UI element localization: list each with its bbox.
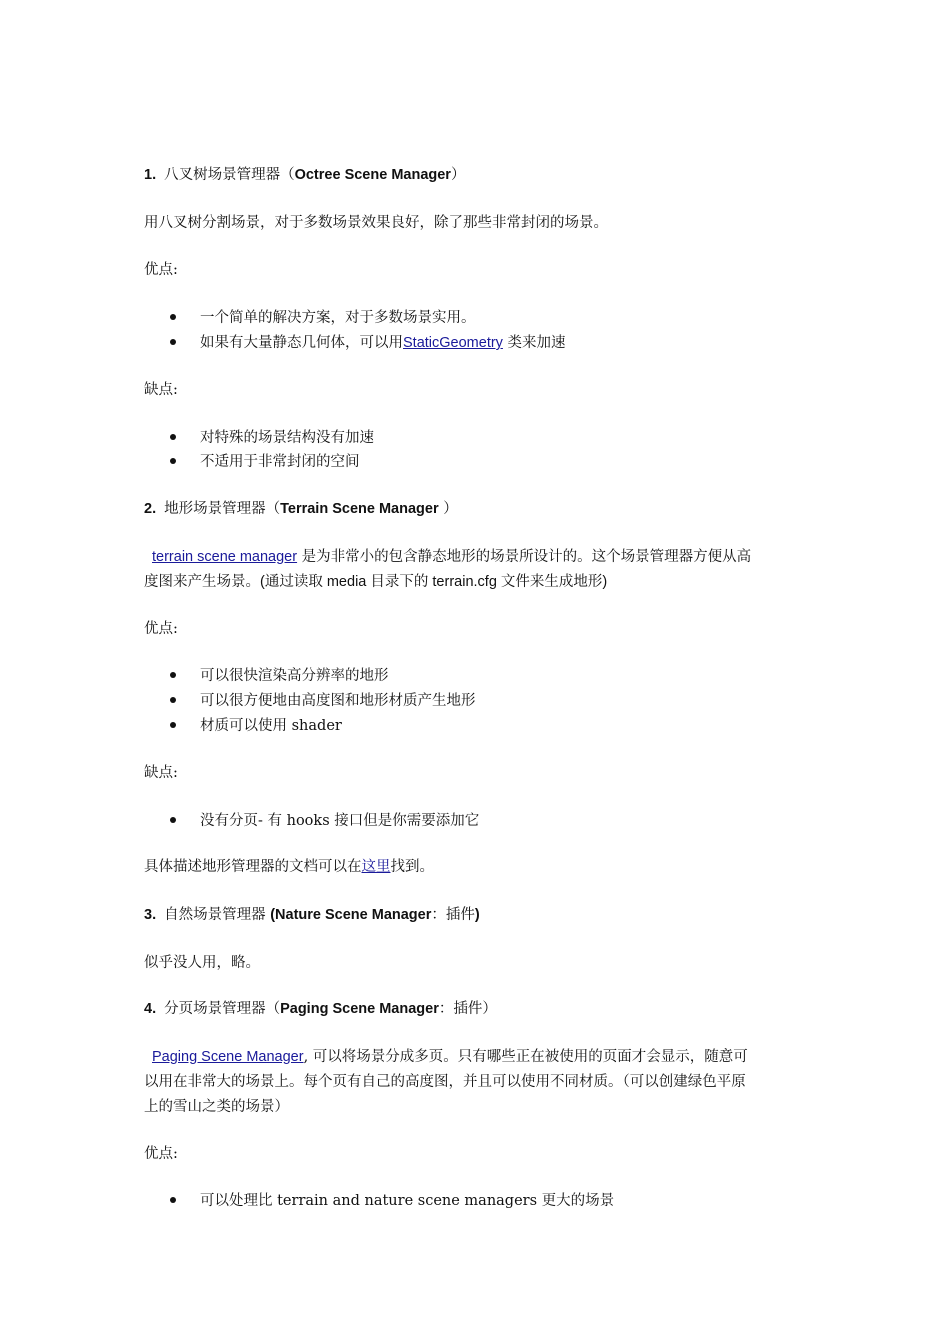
pros-label: 优点: [144,262,178,278]
list-item [170,306,476,330]
description-text: 是为非常小的包含静态地形的场景所设计的。这个场景管理器方便从高 [297,549,752,565]
list-item [170,714,342,738]
list-item-text: 可以很方便地由高度图和地形材质产生地形 [200,693,476,709]
section-number: 4. [144,1001,157,1017]
section-4-description-line2: 以用在非常大的场景上。每个页有自己的高度图，并且可以使用不同材质。（可以创建绿色平原 [144,1074,746,1090]
staticgeometry-link[interactable]: StaticGeometry [403,335,503,351]
list-item-text: 一个简单的解决方案，对于多数场景实用。 [200,310,476,326]
cons-label: 缺点: [144,382,178,398]
heading-mid: ：插件 [431,907,475,923]
cons-label: 缺点: [144,765,178,781]
list-item [170,689,476,713]
bullet-icon [170,339,176,345]
section-3-heading [144,903,809,928]
bullet-icon [170,697,176,703]
list-item [170,664,389,688]
section-1-description: 用八叉树分割场景，对于多数场景效果良好，除了那些非常封闭的场景。 [144,215,608,231]
heading-zh: 自然场景管理器 [164,907,271,923]
pros-label: 优点: [144,1146,178,1162]
section-4-heading [144,997,809,1022]
section-1-heading [144,163,809,188]
doc-text: 具体描述地形管理器的文档可以在 [144,859,362,875]
bullet-icon [170,434,176,440]
description-text: , 可以将场景分成多页。只有哪些正在被使用的页面才会显示，随意可 [303,1049,748,1065]
section-3-description: 似乎没人用，略。 [144,955,260,971]
list-item-text: 材质可以使用 shader [200,718,342,734]
heading-en: Terrain Scene Manager [280,501,439,517]
heading-en: Paging Scene Manager [280,1001,439,1017]
pros-label: 优点: [144,621,178,637]
heading-zh: 八叉树场景管理器（ [164,167,295,183]
list-item [170,1189,614,1213]
bullet-icon [170,817,176,823]
section-4-description-line3: 上的雪山之类的场景） [144,1099,289,1115]
doc-text-end: 找到。 [390,859,434,875]
heading-zh: 地形场景管理器（ [164,501,281,517]
list-item-text-end: 类来加速 [502,335,566,351]
section-2-description-line1 [144,545,809,570]
paging-scene-manager-link[interactable]: Paging Scene Manager [152,1049,304,1065]
list-item-text: 可以处理比 terrain and nature scene managers 更大的场景 [200,1193,615,1209]
bullet-icon [170,1197,176,1203]
bullet-icon [170,722,176,728]
description-text-en: (通过读取 media 目录下的 terrain.cfg 文件来生成地形) [260,574,608,590]
section-2-heading [144,497,809,522]
heading-mid: ：插件 [438,1001,483,1017]
section-number: 3. [144,907,157,923]
list-item [170,331,566,355]
list-item [170,809,479,833]
heading-end: ） [482,1001,497,1017]
terrain-scene-manager-link[interactable]: terrain scene manager [152,549,298,565]
list-item-text: 如果有大量静态几何体，可以用 [200,335,403,351]
heading-end: ） [450,167,466,183]
heading-en: Octree Scene Manager [294,167,451,183]
heading-end: ) [474,907,480,923]
list-item-text: 可以很快渲染高分辨率的地形 [200,668,389,684]
bullet-icon [170,672,176,678]
bullet-icon [170,314,176,320]
section-4-description-line1 [144,1045,809,1070]
bullet-icon [170,458,176,464]
list-item [170,450,360,474]
heading-end: ） [438,501,458,517]
list-item-text: 不适用于非常封闭的空间 [200,454,360,470]
list-item-text: 对特殊的场景结构没有加速 [200,430,374,446]
list-item-text: 没有分页- 有 hooks 接口但是你需要添加它 [200,813,480,829]
here-link[interactable]: 这里 [361,859,391,875]
list-item [170,426,374,450]
heading-zh: 分页场景管理器（ [164,1001,281,1017]
description-text: 度图来产生场景。 [144,574,260,590]
section-number: 1. [144,167,157,183]
section-number: 2. [144,501,157,517]
terrain-doc-line [144,855,809,880]
heading-en: (Nature Scene Manager [270,907,432,923]
section-2-description-line2 [144,570,809,595]
